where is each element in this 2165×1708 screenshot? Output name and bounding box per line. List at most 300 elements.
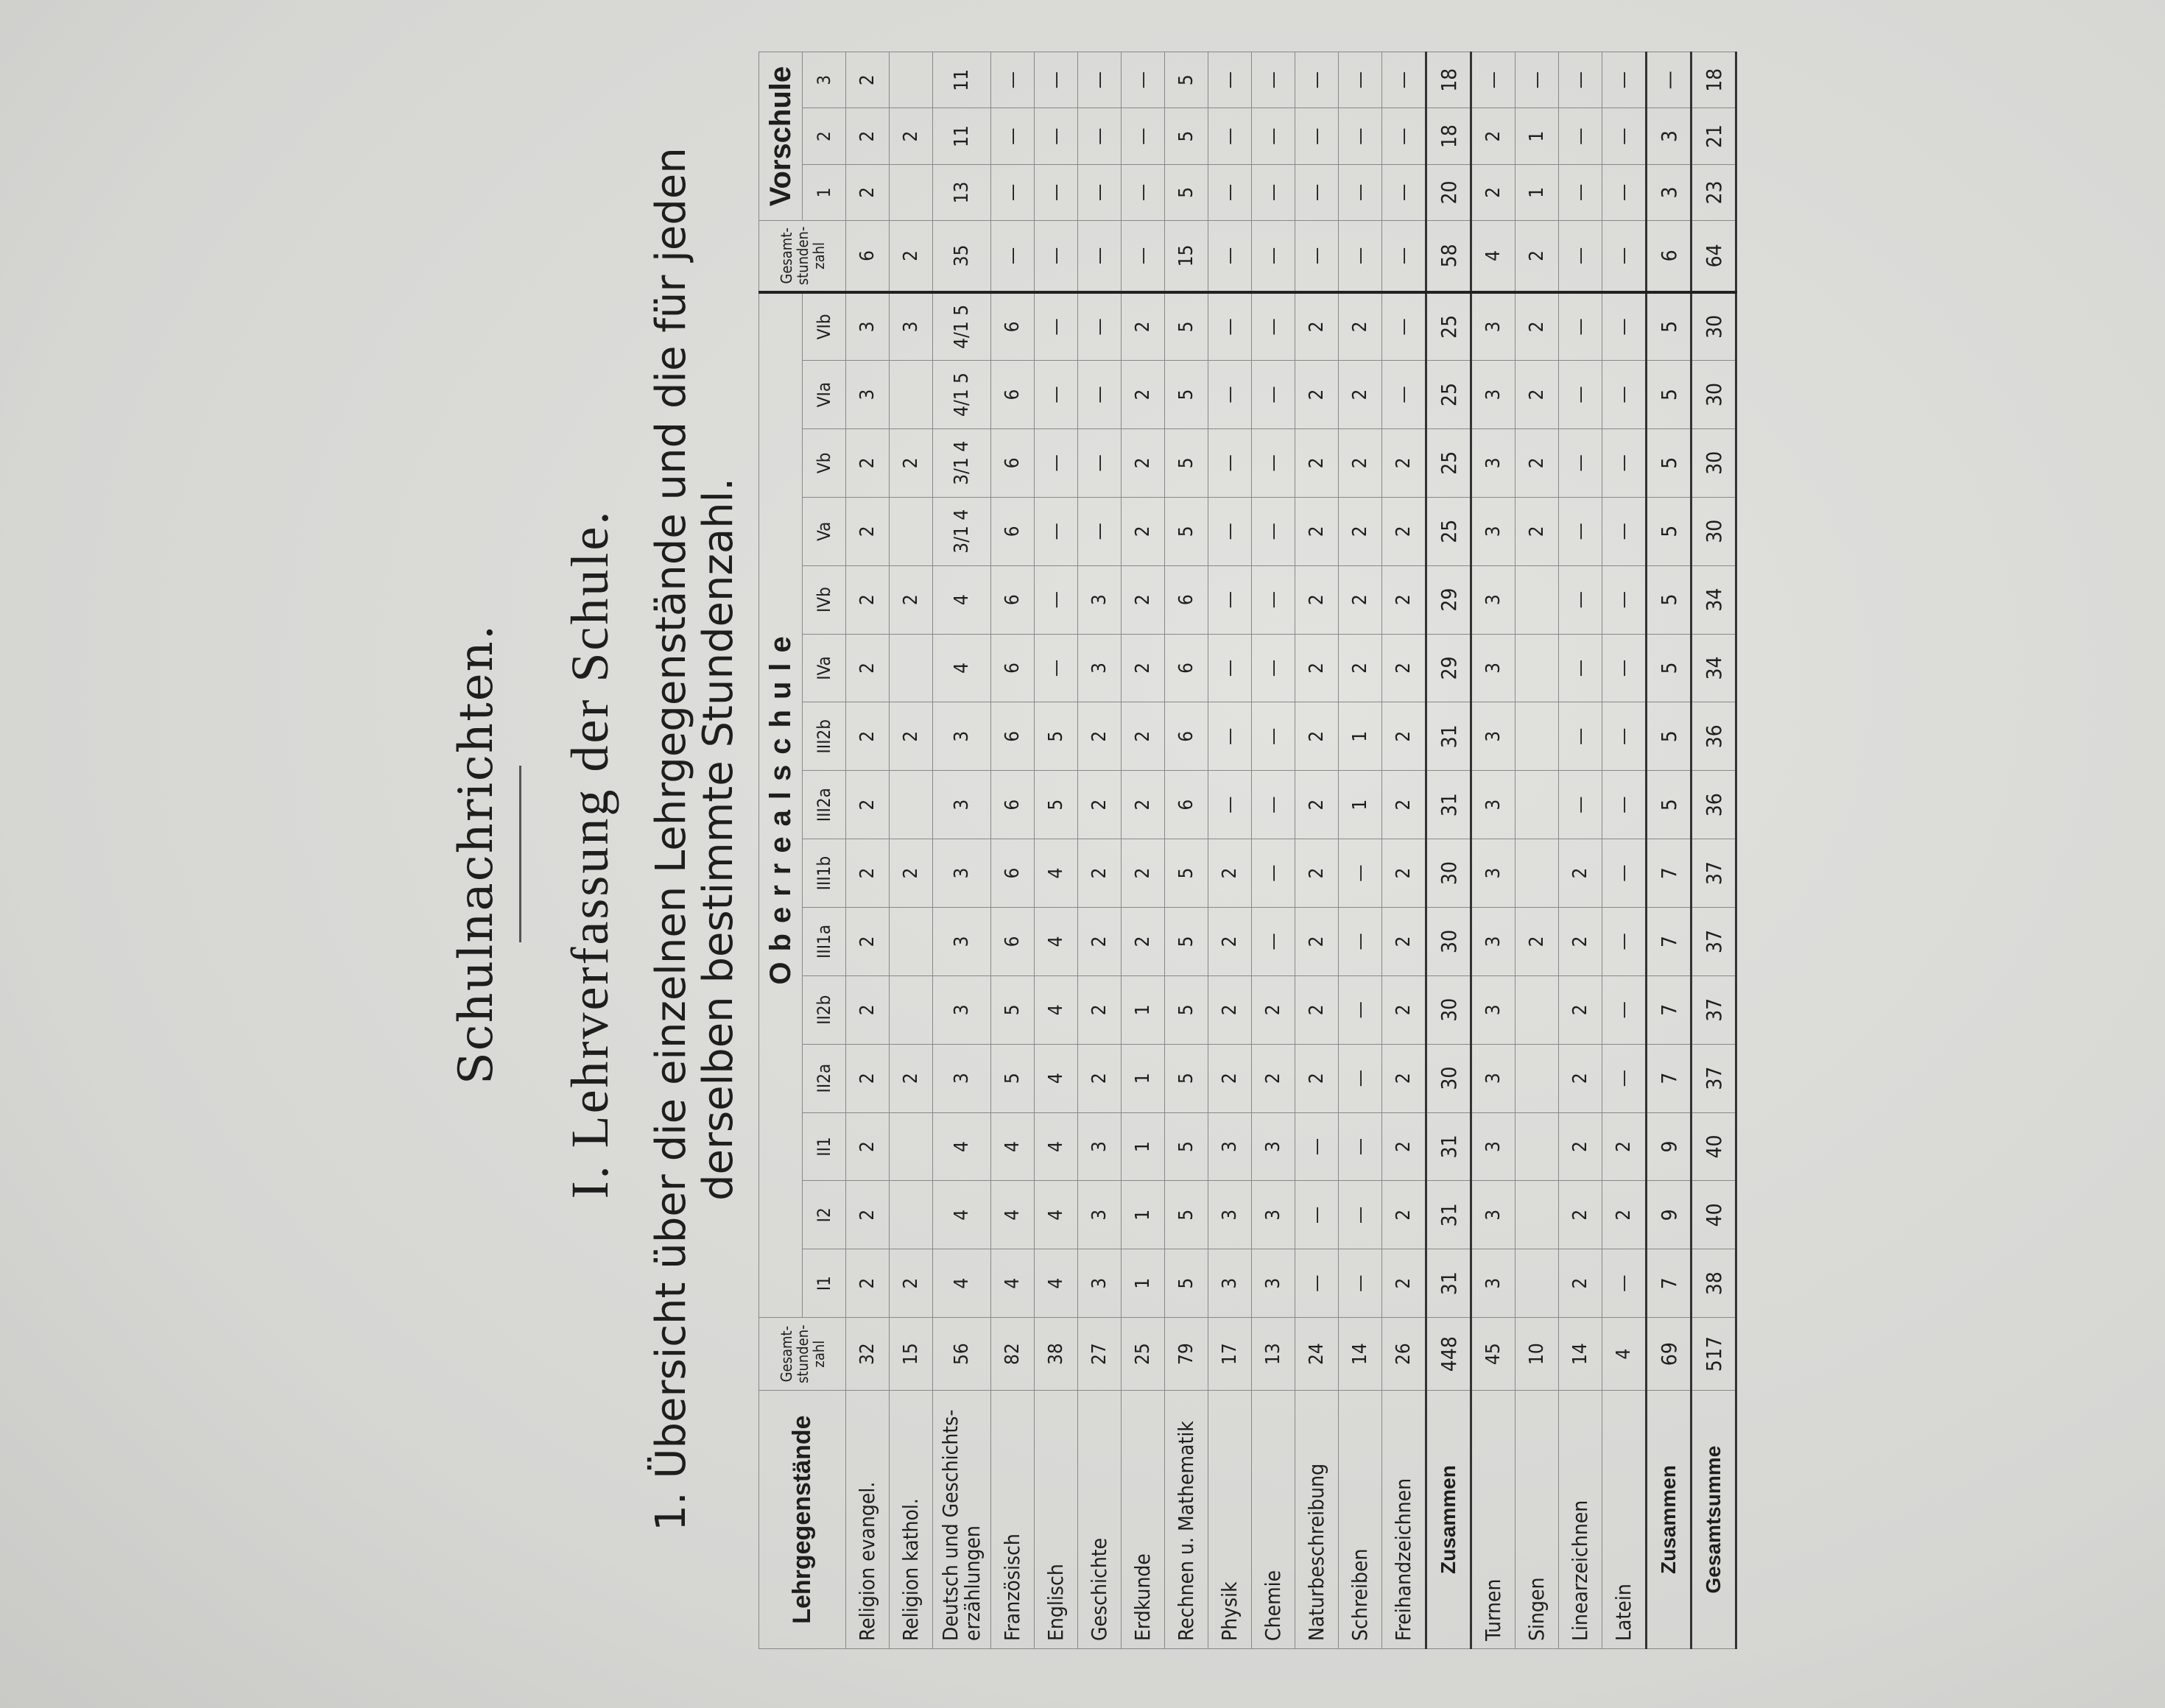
hours-cell: 2 (1382, 975, 1426, 1044)
hours-cell: — (1602, 839, 1647, 908)
hours-cell: — (1382, 292, 1426, 361)
hours-cell: 2 (846, 1112, 890, 1181)
hours-cell: 25 (1426, 428, 1471, 497)
hours-cell (890, 771, 933, 839)
hours-cell (890, 497, 933, 565)
hours-cell: 2 (1122, 771, 1165, 839)
hours-cell: 2 (1122, 497, 1165, 565)
hours-cell: 4 (991, 1112, 1035, 1181)
hours-cell: 2 (1078, 771, 1122, 839)
hours-cell: 6 (1165, 771, 1208, 839)
vorschule-total-cell: — (1078, 221, 1122, 292)
vorschule-hours-cell: — (1295, 164, 1339, 220)
vorschule-hours-cell: 2 (1471, 164, 1516, 220)
hours-cell: 2 (1122, 361, 1165, 429)
hours-cell (890, 1181, 933, 1249)
hours-cell: — (1602, 771, 1647, 839)
vorschule-total-cell: — (1122, 221, 1165, 292)
vorschule-hours-cell: — (1208, 108, 1252, 164)
hours-cell: 25 (1426, 497, 1471, 565)
hours-cell: 7 (1647, 1249, 1691, 1318)
hours-cell: 2 (1559, 1249, 1602, 1318)
hours-cell: 4 (933, 1181, 991, 1249)
vorschule-hours-cell: — (1035, 108, 1078, 164)
hours-cell: 6 (991, 634, 1035, 702)
hours-cell: 2 (1295, 771, 1339, 839)
hours-cell: 6 (991, 839, 1035, 908)
hours-cell: 4 (1035, 907, 1078, 975)
hours-cell: 2 (1382, 497, 1426, 565)
hours-cell: 2 (1382, 771, 1426, 839)
hours-cell: — (1382, 361, 1426, 429)
vorschule-total-cell: 64 (1691, 221, 1736, 292)
hours-cell: 6 (1165, 634, 1208, 702)
hours-cell: 2 (1382, 1044, 1426, 1112)
vorschule-hours-cell: — (1559, 164, 1602, 220)
hours-cell: — (1559, 702, 1602, 771)
hours-cell: 29 (1426, 565, 1471, 634)
vorschule-hours-cell: — (1252, 164, 1295, 220)
total-cell: 517 (1691, 1318, 1736, 1391)
hours-cell: 5 (1647, 428, 1691, 497)
hours-cell: 3 (1208, 1249, 1252, 1318)
hours-cell: — (1559, 634, 1602, 702)
subsection-title (648, 103, 742, 1575)
hours-cell: 2 (1295, 702, 1339, 771)
hours-cell: 2 (1382, 907, 1426, 975)
hours-cell: 2 (1516, 907, 1559, 975)
hours-cell: — (1602, 907, 1647, 975)
hours-cell: 2 (1078, 907, 1122, 975)
hours-cell: 3 (1078, 565, 1122, 634)
vorschule-hours-cell: — (1339, 164, 1382, 220)
hours-cell: — (1339, 1112, 1382, 1181)
hours-cell: — (1339, 975, 1382, 1044)
vorschule-total-cell: 6 (1647, 221, 1691, 292)
vorschule-hours-cell: — (1122, 108, 1165, 164)
class-header: VIb (803, 292, 846, 361)
hours-cell: — (1602, 702, 1647, 771)
heading-block (228, 0, 788, 1708)
hours-cell: 4 (1035, 839, 1078, 908)
hours-cell: 5 (1035, 702, 1078, 771)
lesson-table (758, 52, 1737, 1649)
vorschule-hours-cell: 1 (1516, 164, 1559, 220)
hours-cell: — (1252, 907, 1295, 975)
vorschule-hours-cell: — (1122, 164, 1165, 220)
hours-cell (1516, 634, 1559, 702)
table-row (1165, 52, 1208, 1649)
hours-cell: 3 (1471, 1044, 1516, 1112)
hours-cell: 7 (1647, 839, 1691, 908)
hours-cell: 2 (1122, 839, 1165, 908)
hours-cell: — (1602, 975, 1647, 1044)
hours-cell (1516, 1181, 1559, 1249)
hours-cell: — (1252, 361, 1295, 429)
hours-cell: — (1559, 771, 1602, 839)
hours-cell: 30 (1426, 839, 1471, 908)
hours-cell: 5 (1165, 907, 1208, 975)
vorschule-hours-cell: — (1602, 52, 1647, 108)
hours-cell: 2 (1382, 428, 1426, 497)
class-header: IVb (803, 565, 846, 634)
hours-cell: 5 (1165, 292, 1208, 361)
hours-cell: 40 (1691, 1181, 1736, 1249)
hours-cell: 2 (1295, 975, 1339, 1044)
hours-cell (1516, 771, 1559, 839)
vorschule-total-header: Gesamt-stunden-zahl (759, 221, 846, 292)
total-cell: 38 (1035, 1318, 1078, 1391)
hours-cell: 2 (846, 975, 890, 1044)
hours-cell: — (1559, 565, 1602, 634)
hours-cell: 3 (1471, 1249, 1516, 1318)
vorschule-hours-cell: 5 (1165, 52, 1208, 108)
total-cell: 32 (846, 1318, 890, 1391)
total-cell: 27 (1078, 1318, 1122, 1391)
vorschule-class-header: 3 (803, 52, 846, 108)
class-header: III2b (803, 702, 846, 771)
vorschule-hours-cell: 11 (933, 52, 991, 108)
hours-cell: 2 (1382, 1112, 1426, 1181)
vorschule-hours-cell: — (1339, 108, 1382, 164)
vorschule-hours-cell: — (1382, 164, 1426, 220)
vorschule-hours-cell: — (1647, 52, 1691, 108)
table-row (1122, 52, 1165, 1649)
hours-cell: — (1208, 702, 1252, 771)
hours-cell: 2 (1295, 292, 1339, 361)
hours-cell: 3 (1471, 839, 1516, 908)
vorschule-total-cell: 35 (933, 221, 991, 292)
hours-cell: 3 (1078, 1249, 1122, 1318)
subtitle-line-1: 1. Übersicht über die einzelnen Lehrgegenstände und die für jeden (647, 147, 695, 1531)
subject-cell: Englisch (1035, 1391, 1078, 1649)
hours-cell: 5 (1165, 428, 1208, 497)
oberrealschule-header: Oberrealschule (759, 292, 803, 1318)
vorschule-hours-cell: — (1516, 52, 1559, 108)
hours-cell: 3 (933, 771, 991, 839)
vorschule-hours-cell: — (991, 108, 1035, 164)
vorschule-hours-cell: 3 (1647, 164, 1691, 220)
hours-cell: 2 (846, 907, 890, 975)
hours-cell: 40 (1691, 1112, 1736, 1181)
hours-cell: — (1208, 565, 1252, 634)
total-row (1647, 52, 1691, 1649)
hours-cell: 4 (1035, 1249, 1078, 1318)
vorschule-hours-cell: 5 (1165, 108, 1208, 164)
hours-cell: 4 (1035, 1044, 1078, 1112)
total-cell: 14 (1339, 1318, 1382, 1391)
hours-cell: 4 (933, 1112, 991, 1181)
table-row (933, 52, 991, 1649)
vorschule-hours-cell (890, 52, 933, 108)
hours-cell: — (1078, 428, 1122, 497)
hours-cell: — (1602, 428, 1647, 497)
hours-cell: 3 (933, 1044, 991, 1112)
vorschule-hours-cell: 2 (846, 108, 890, 164)
hours-cell: 29 (1426, 634, 1471, 702)
total-cell: 25 (1122, 1318, 1165, 1391)
vorschule-hours-cell: 18 (1426, 52, 1471, 108)
total-column-header: Gesamt-stunden-zahl (759, 1318, 846, 1391)
total-cell: 4 (1602, 1318, 1647, 1391)
hours-cell: 3 (1471, 771, 1516, 839)
hours-cell: 2 (846, 771, 890, 839)
hours-cell: 2 (1295, 907, 1339, 975)
vorschule-hours-cell: 23 (1691, 164, 1736, 220)
hours-cell: 2 (1382, 702, 1426, 771)
hours-cell: — (1208, 497, 1252, 565)
hours-cell: 2 (1295, 1044, 1339, 1112)
hours-cell (1516, 975, 1559, 1044)
hours-cell: 3 (1471, 428, 1516, 497)
hours-cell: 2 (1602, 1181, 1647, 1249)
hours-cell: 36 (1691, 702, 1736, 771)
hours-cell: 2 (890, 428, 933, 497)
vorschule-hours-cell: 2 (1471, 108, 1516, 164)
class-header: I1 (803, 1249, 846, 1318)
hours-cell: 4/1 5 (933, 361, 991, 429)
hours-cell: 31 (1426, 702, 1471, 771)
hours-cell: 4 (933, 565, 991, 634)
hours-cell: 4 (1035, 1181, 1078, 1249)
subject-cell: Erdkunde (1122, 1391, 1165, 1649)
hours-cell: 5 (991, 1044, 1035, 1112)
vorschule-class-header: 1 (803, 164, 846, 220)
hours-cell: 30 (1691, 361, 1736, 429)
timetable (758, 52, 1737, 1649)
hours-cell: 9 (1647, 1112, 1691, 1181)
hours-cell (1516, 1249, 1559, 1318)
hours-cell: 6 (991, 907, 1035, 975)
total-cell: 82 (991, 1318, 1035, 1391)
vorschule-total-cell: 4 (1471, 221, 1516, 292)
table-row (846, 52, 890, 1649)
hours-cell: 4 (933, 1249, 991, 1318)
hours-cell (1516, 565, 1559, 634)
hours-cell: 3 (1208, 1112, 1252, 1181)
vorschule-hours-cell: — (991, 164, 1035, 220)
hours-cell: 5 (1165, 1181, 1208, 1249)
section-title: I. Lehrverfassung der Schule. (560, 509, 619, 1199)
vorschule-total-cell: — (1339, 221, 1382, 292)
hours-cell: 3 (1471, 565, 1516, 634)
hours-cell: 2 (1382, 634, 1426, 702)
hours-cell: — (1602, 1044, 1647, 1112)
hours-cell: 6 (991, 771, 1035, 839)
hours-cell: 4 (933, 634, 991, 702)
hours-cell: 37 (1691, 839, 1736, 908)
hours-cell: 3 (1471, 361, 1516, 429)
hours-cell: 2 (1559, 1112, 1602, 1181)
hours-cell: 9 (1647, 1181, 1691, 1249)
class-header: VIa (803, 361, 846, 429)
hours-cell: 7 (1647, 907, 1691, 975)
hours-cell: 2 (1295, 428, 1339, 497)
total-label: Zusammen (1647, 1391, 1691, 1649)
hours-cell: 1 (1122, 975, 1165, 1044)
hours-cell: 2 (1295, 565, 1339, 634)
vorschule-hours-cell: — (1252, 108, 1295, 164)
vorschule-hours-cell: 11 (933, 108, 991, 164)
hours-cell: — (1559, 428, 1602, 497)
hours-cell: — (1252, 634, 1295, 702)
hours-cell: — (1252, 565, 1295, 634)
hours-cell: 6 (1165, 565, 1208, 634)
hours-cell: 31 (1426, 771, 1471, 839)
hours-cell: 3 (1208, 1181, 1252, 1249)
hours-cell: — (1559, 292, 1602, 361)
vorschule-total-cell: 2 (1516, 221, 1559, 292)
hours-cell: 3 (1471, 292, 1516, 361)
hours-cell: — (1252, 292, 1295, 361)
hours-cell: 2 (890, 702, 933, 771)
hours-cell: 3 (1471, 497, 1516, 565)
hours-cell: 3 (1471, 634, 1516, 702)
hours-cell: 5 (1647, 361, 1691, 429)
vorschule-hours-cell: — (1295, 108, 1339, 164)
total-label: Gesamtsumme (1691, 1391, 1736, 1649)
hours-cell: 5 (1165, 839, 1208, 908)
hours-cell: 5 (991, 975, 1035, 1044)
hours-cell: 3 (933, 839, 991, 908)
hours-cell: 2 (1078, 975, 1122, 1044)
subject-cell: Singen (1516, 1391, 1559, 1649)
hours-cell: 2 (1339, 292, 1382, 361)
class-header: II1 (803, 1112, 846, 1181)
total-row (1691, 52, 1736, 1649)
hours-cell (890, 361, 933, 429)
hours-cell: — (1078, 292, 1122, 361)
hours-cell: 2 (1339, 361, 1382, 429)
hours-cell: — (1602, 634, 1647, 702)
hours-cell: 2 (1122, 428, 1165, 497)
class-header: Va (803, 497, 846, 565)
hours-cell: — (1559, 497, 1602, 565)
total-cell: 14 (1559, 1318, 1602, 1391)
hours-cell: — (1339, 839, 1382, 908)
hours-cell: 3/1 4 (933, 497, 991, 565)
vorschule-hours-cell: — (1295, 52, 1339, 108)
hours-cell: 2 (1295, 634, 1339, 702)
hours-cell: 31 (1426, 1112, 1471, 1181)
subject-cell: Geschichte (1078, 1391, 1122, 1649)
subject-cell: Deutsch und Geschichts-erzählungen (933, 1391, 991, 1649)
table-row (1035, 52, 1078, 1649)
vorschule-hours-cell: — (1382, 52, 1426, 108)
hours-cell: 2 (846, 428, 890, 497)
class-header: Vb (803, 428, 846, 497)
hours-cell: 2 (890, 1249, 933, 1318)
vorschule-header: Vorschule (759, 52, 803, 221)
hours-cell: 1 (1122, 1112, 1165, 1181)
vorschule-hours-cell: 18 (1426, 108, 1471, 164)
table-row (1339, 52, 1382, 1649)
total-cell: 56 (933, 1318, 991, 1391)
page-title: Schulnachrichten. (449, 623, 504, 1085)
hours-cell: 3 (1078, 1112, 1122, 1181)
hours-cell: 3 (1471, 907, 1516, 975)
total-cell: 26 (1382, 1318, 1426, 1391)
hours-cell: — (1035, 428, 1078, 497)
vorschule-hours-cell: 1 (1516, 108, 1559, 164)
hours-cell: 37 (1691, 907, 1736, 975)
hours-cell: — (1295, 1181, 1339, 1249)
vorschule-hours-cell: — (1471, 52, 1516, 108)
hours-cell: 2 (1559, 907, 1602, 975)
hours-cell: 2 (1122, 634, 1165, 702)
hours-cell: 6 (991, 702, 1035, 771)
hours-cell: 3 (933, 975, 991, 1044)
hours-cell: 2 (1559, 839, 1602, 908)
hours-cell: 2 (1339, 497, 1382, 565)
hours-cell: 2 (1078, 839, 1122, 908)
vorschule-hours-cell: — (1122, 52, 1165, 108)
table-row (1516, 52, 1559, 1649)
hours-cell: 30 (1691, 428, 1736, 497)
vorschule-hours-cell: — (1078, 108, 1122, 164)
hours-cell: 2 (1382, 839, 1426, 908)
hours-cell: — (1559, 361, 1602, 429)
hours-cell: — (1339, 1249, 1382, 1318)
hours-cell: 2 (846, 565, 890, 634)
hours-cell: 4 (991, 1181, 1035, 1249)
vorschule-total-cell: — (1382, 221, 1426, 292)
hours-cell (890, 634, 933, 702)
hours-cell: 2 (1516, 361, 1559, 429)
hours-cell: 2 (1382, 565, 1426, 634)
hours-cell: 5 (1165, 1249, 1208, 1318)
hours-cell: — (1035, 292, 1078, 361)
hours-cell: — (1208, 428, 1252, 497)
hours-cell: 3 (846, 292, 890, 361)
hours-cell: — (1295, 1112, 1339, 1181)
hours-cell: — (1208, 361, 1252, 429)
vorschule-total-cell: — (1208, 221, 1252, 292)
hours-cell: 6 (991, 292, 1035, 361)
hours-cell: 3 (1252, 1181, 1295, 1249)
hours-cell: 37 (1691, 975, 1736, 1044)
table-row (1295, 52, 1339, 1649)
vorschule-total-cell: — (991, 221, 1035, 292)
subject-cell: Chemie (1252, 1391, 1295, 1649)
total-label: Zusammen (1426, 1391, 1471, 1649)
hours-cell: 31 (1426, 1249, 1471, 1318)
hours-cell: 5 (1647, 292, 1691, 361)
hours-cell: 25 (1426, 361, 1471, 429)
hours-cell: 36 (1691, 771, 1736, 839)
subtitle-line-2: derselben bestimmte Stundenzahl. (694, 477, 742, 1201)
hours-cell: 3 (1078, 1181, 1122, 1249)
hours-cell: 2 (846, 839, 890, 908)
hours-cell: 2 (1295, 839, 1339, 908)
subject-cell: Naturbeschreibung (1295, 1391, 1339, 1649)
class-header: I2 (803, 1181, 846, 1249)
class-header: III1a (803, 907, 846, 975)
vorschule-hours-cell: 2 (846, 164, 890, 220)
total-cell: 10 (1516, 1318, 1559, 1391)
hours-cell: 31 (1426, 1181, 1471, 1249)
hours-cell: 2 (1208, 1044, 1252, 1112)
hours-cell: 4/1 5 (933, 292, 991, 361)
hours-cell: 1 (1122, 1249, 1165, 1318)
hours-cell: 3 (1252, 1249, 1295, 1318)
hours-cell: 2 (1382, 1181, 1426, 1249)
hours-cell: 1 (1339, 771, 1382, 839)
vorschule-total-cell: — (1295, 221, 1339, 292)
hours-cell: — (1602, 361, 1647, 429)
vorschule-hours-cell: 5 (1165, 164, 1208, 220)
total-cell: 15 (890, 1318, 933, 1391)
